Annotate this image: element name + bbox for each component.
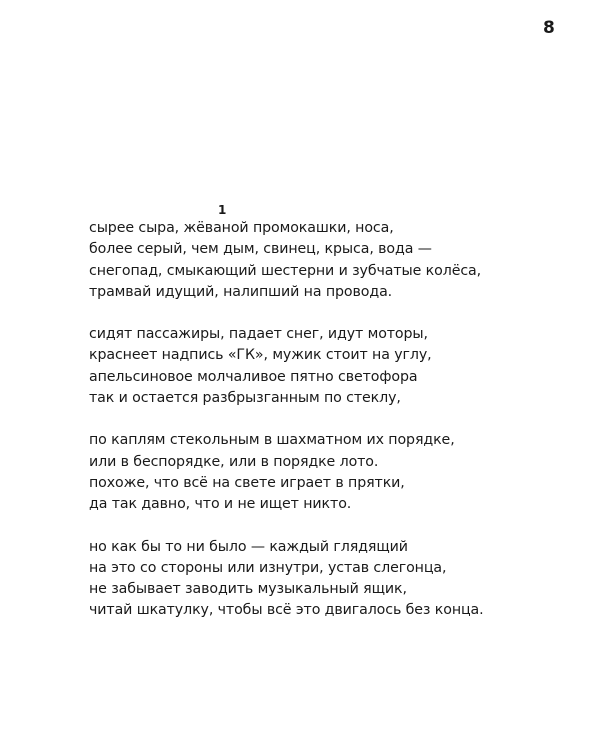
poem-line: снегопад, смыкающий шестерни и зубчатые колёса, [89,262,482,279]
poem-line: да так давно, что и не ищет никто. [89,496,352,513]
poem-line: трамвай идущий, налипший на провода. [89,283,393,300]
stanza-4 [89,537,569,622]
poem-line: не забывает заводить музыкальный ящик, [89,581,407,598]
poem-line: похоже, что всё на свете играет в прятки, [89,474,405,491]
stanza-1 [89,218,569,303]
poem-line: сырее сыра, жёваной промокашки, носа, [89,220,394,236]
poem-line: по каплям стекольным в шахматном их порядке, [89,432,455,449]
poem-line: сидят пассажиры, падает снег, идут моторы, [89,326,428,343]
stanza-3 [89,430,569,515]
poem-line: или в беспорядке, или в порядке лото. [89,453,379,470]
poem-line: но как бы то ни было — каждый глядящий [89,538,408,555]
stanza-2 [89,324,569,409]
poem-line: так и остается разбрызганным по стеклу, [89,390,401,407]
poem-line: на это со стороны или изнутри, устав слегонца, [89,559,447,576]
section-number: 1 [218,203,227,217]
poem-line: более серый, чем дым, свинец, крыса, вода — [89,241,432,258]
poem-line: апельсиновое молчаливое пятно светофора [89,368,418,385]
poem-line: читай шкатулку, чтобы всё это двигалось без конца. [89,602,484,619]
poem-line: краснеет надпись «ГК», мужик стоит на углу, [89,347,432,364]
page-number: 8 [543,18,555,38]
poem [89,202,569,643]
